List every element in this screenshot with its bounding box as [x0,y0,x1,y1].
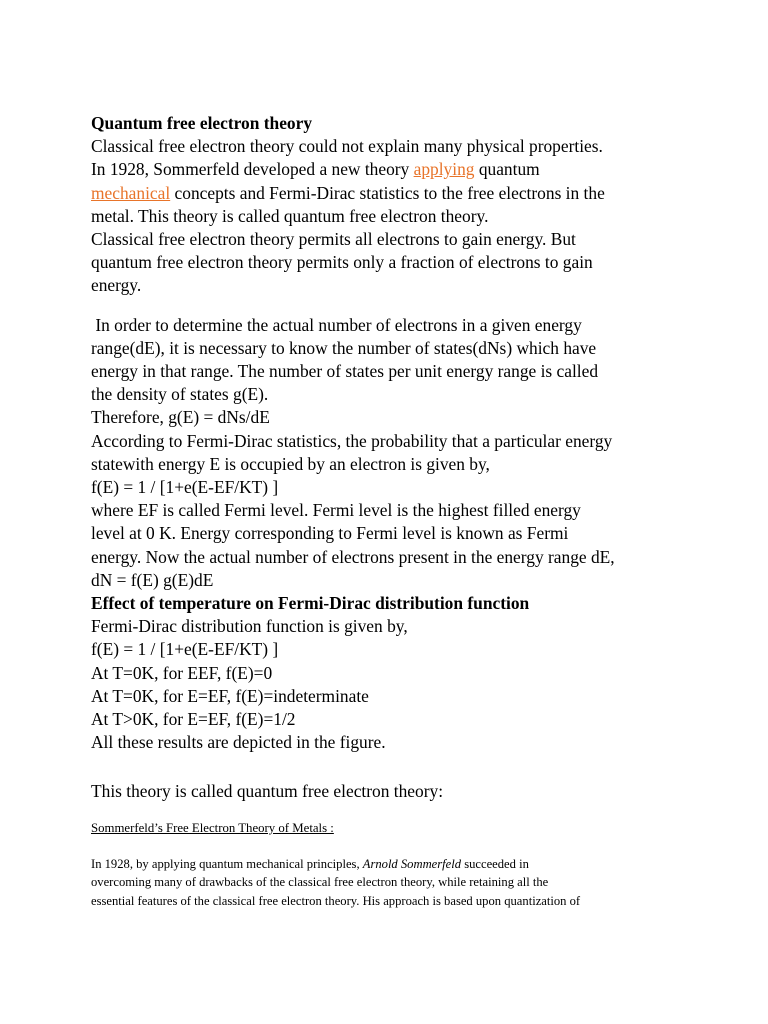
text-run: concepts and Fermi-Dirac statistics to the free electrons in the [170,182,605,203]
paragraph-line [91,855,691,874]
paragraph-line: All these results are depicted in the figure. [91,732,386,753]
paragraph-line: quantum free electron theory permits only a fraction of electrons to gain [91,252,593,273]
document-page [91,112,691,910]
applying-link[interactable]: applying [413,159,475,180]
paragraph-line: statewith energy E is occupied by an electron is given by, [91,453,490,474]
paragraph-line: overcoming many of drawbacks of the classical free electron theory, while retaining all the [91,875,549,890]
paragraph-line [91,158,691,181]
text-run: In 1928, by applying quantum mechanical principles, [91,856,363,871]
paragraph-line: energy. [91,275,142,296]
sommerfeld-section-link[interactable]: Sommerfeld’s Free Electron Theory of Metals : [91,820,334,835]
paragraph-line: range(dE), it is necessary to know the number of states(dNs) which have [91,337,597,358]
spacer [91,754,691,780]
text-run: quantum [474,159,540,180]
formula-fermi-dirac: f(E) = 1 / [1+e(E-EF/KT) ] [91,477,279,498]
result-line: At T>0K, for E=EF, f(E)=1/2 [91,709,296,730]
spacer [91,836,691,855]
heading-quantum-free-electron-theory: Quantum free electron theory [91,113,313,133]
paragraph-line: Classical free electron theory could not explain many physical properties. [91,136,603,157]
paragraph-line: the density of states g(E). [91,384,269,405]
formula-fermi-dirac: f(E) = 1 / [1+e(E-EF/KT) ] [91,639,279,660]
spacer [91,298,691,314]
paragraph-line: metal. This theory is called quantum free electron theory. [91,205,489,226]
formula-density-of-states: Therefore, g(E) = dNs/dE [91,407,270,428]
paragraph-line [91,182,691,205]
text-run: In 1928, Sommerfeld developed a new theory [91,159,414,180]
main-text [91,112,691,804]
paragraph-line: where EF is called Fermi level. Fermi level is the highest filled energy [91,500,581,521]
paragraph-line: According to Fermi-Dirac statistics, the probability that a particular energy [91,430,613,451]
mechanical-link[interactable]: mechanical [91,182,171,203]
paragraph-line: energy in that range. The number of states per unit energy range is called [91,361,599,382]
sommerfeld-paragraph [91,855,691,911]
heading-effect-of-temperature: Effect of temperature on Fermi-Dirac distribution function [91,593,530,614]
arnold-sommerfeld-name: Arnold Sommerfeld [362,856,462,871]
result-line: At T=0K, for E=EF, f(E)=indeterminate [91,685,369,706]
paragraph-line: In order to determine the actual number of electrons in a given energy [91,314,582,335]
summary-line: This theory is called quantum free electron theory: [91,781,444,802]
text-run: succeeded in [461,856,529,871]
spacer [91,804,691,820]
formula-electron-count: dN = f(E) g(E)dE [91,569,214,590]
paragraph-line: energy. Now the actual number of electrons present in the energy range dE, [91,546,615,567]
paragraph-line: level at 0 K. Energy corresponding to Fermi level is known as Fermi [91,523,569,544]
paragraph-line: essential features of the classical free electron theory. His approach is based upon quantization of [91,893,581,908]
paragraph-line: Classical free electron theory permits all electrons to gain energy. But [91,229,576,250]
result-line: At T=0K, for EEF, f(E)=0 [91,662,273,683]
paragraph-line: Fermi-Dirac distribution function is given by, [91,616,408,637]
